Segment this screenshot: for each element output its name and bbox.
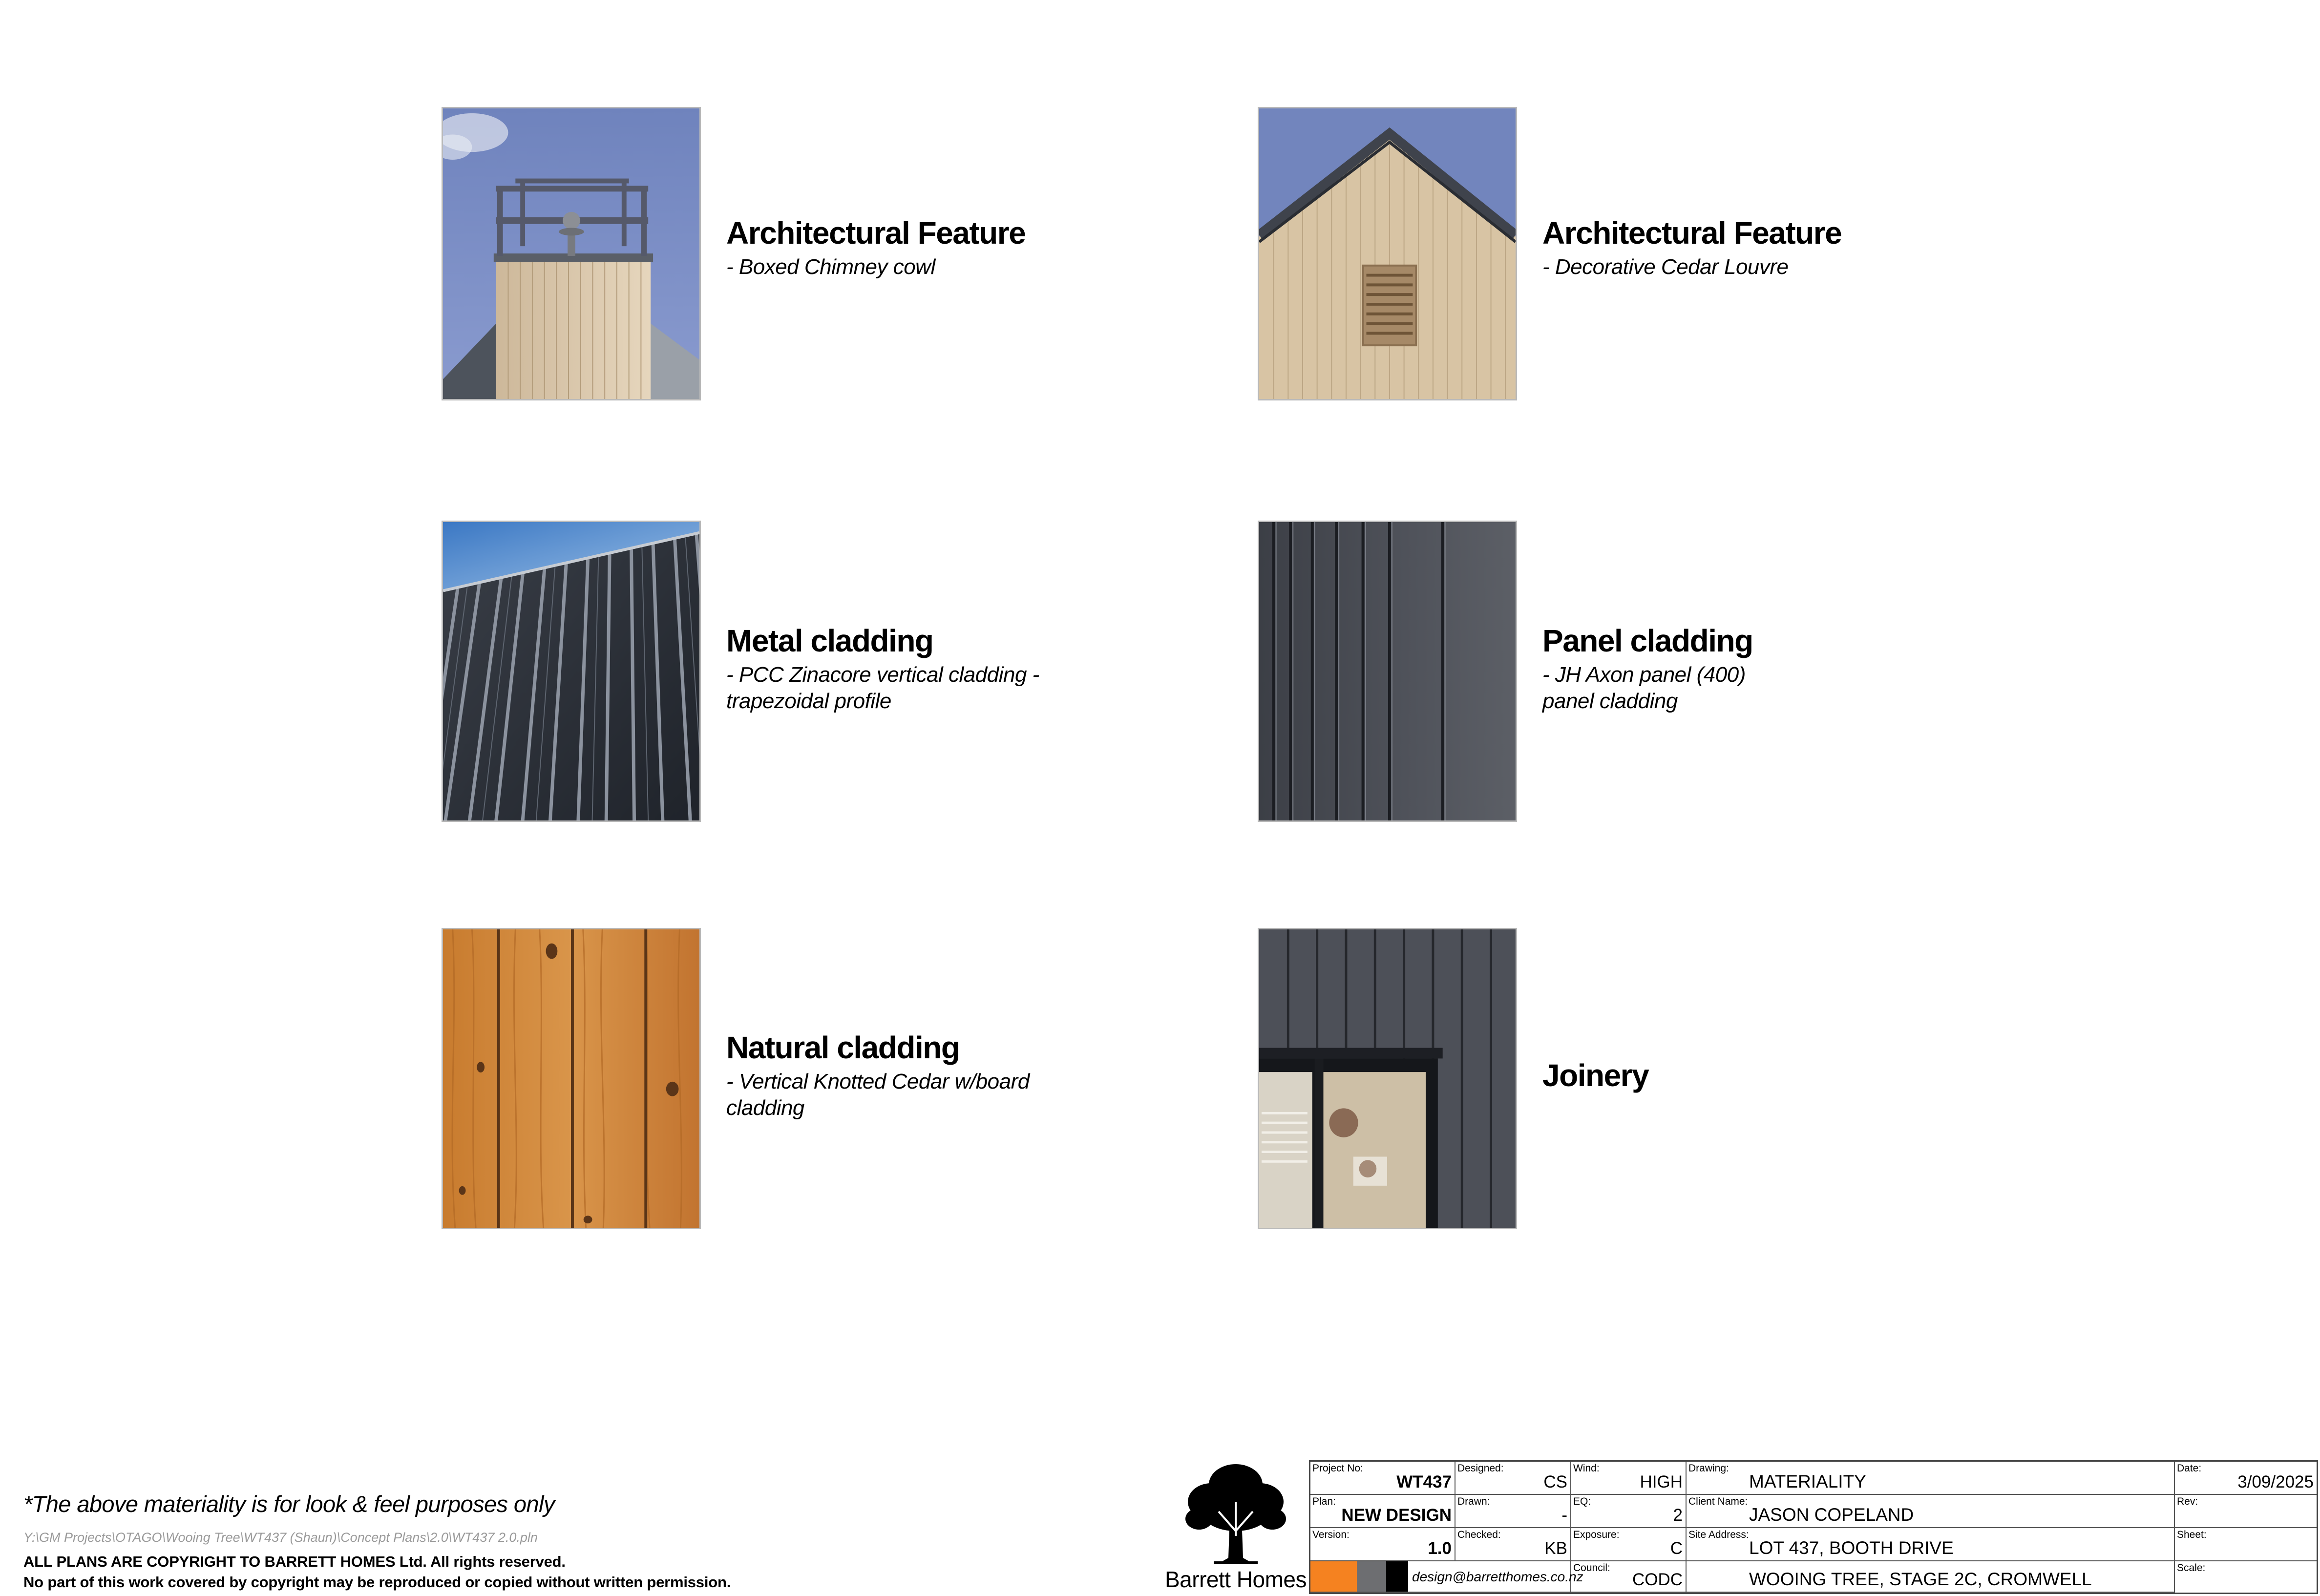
field-label: EQ:: [1573, 1496, 1591, 1507]
eq-cell: [1571, 1495, 1687, 1528]
tree-icon: [1184, 1458, 1287, 1565]
date-value: 3/09/2025: [2237, 1472, 2314, 1491]
project-no-value: WT437: [1396, 1472, 1452, 1491]
field-label: Client Name:: [1688, 1496, 1748, 1507]
field-label: Project No:: [1312, 1463, 1363, 1474]
site-address-cell-2: [1687, 1561, 2175, 1593]
field-label: Council:: [1573, 1562, 1610, 1574]
client-value: JASON COPELAND: [1749, 1505, 1914, 1525]
site-address-value-2: WOOING TREE, STAGE 2C, CROMWELL: [1749, 1569, 2092, 1589]
exposure-value: C: [1670, 1539, 1683, 1558]
material-description: - Vertical Knotted Cedar w/board cladding: [726, 1070, 1030, 1120]
eq-value: 2: [1673, 1506, 1683, 1525]
copyright-notice: ALL PLANS ARE COPYRIGHT TO BARRETT HOMES Ltd. All rights reserved.: [23, 1553, 566, 1570]
field-label: Version:: [1312, 1529, 1350, 1540]
panel-cladding-photo: [1258, 521, 1517, 822]
field-label: Drawn:: [1457, 1496, 1490, 1507]
project-no-cell: [1310, 1462, 1455, 1495]
plan-cell: [1310, 1495, 1455, 1528]
drawn-value: -: [1561, 1506, 1567, 1525]
material-description: - PCC Zinacore vertical cladding - trapezoidal profile: [726, 663, 1039, 713]
plan-value: NEW DESIGN: [1341, 1506, 1452, 1525]
contact-email: design@barretthomes.co.nz: [1412, 1569, 1583, 1584]
council-cell: [1571, 1561, 1687, 1593]
material-title: Natural cladding: [726, 1030, 960, 1065]
wind-value: HIGH: [1640, 1472, 1683, 1491]
field-label: Site Address:: [1688, 1529, 1749, 1540]
field-label: Sheet:: [2177, 1529, 2207, 1540]
field-label: Checked:: [1457, 1529, 1501, 1540]
scale-cell: [2175, 1561, 2317, 1593]
checked-cell: [1455, 1528, 1571, 1561]
brand-bar-cell: [1310, 1561, 1583, 1593]
chimney-cowl-photo: [442, 107, 701, 400]
checked-value: KB: [1544, 1539, 1567, 1558]
wind-cell: [1571, 1462, 1687, 1495]
designed-cell: [1455, 1462, 1571, 1495]
material-title: Joinery: [1542, 1058, 1649, 1093]
brand-color-swatch: [1386, 1561, 1408, 1592]
version-value: 1.0: [1428, 1539, 1452, 1558]
sheet-cell: [2175, 1528, 2317, 1561]
date-cell: [2175, 1462, 2317, 1495]
materiality-disclaimer: *The above materiality is for look & feel purposes only: [23, 1491, 555, 1517]
copyright-notice-2: No part of this work covered by copyright may be reproduced or copied without written permission.: [23, 1574, 731, 1591]
drawing-cell: [1687, 1462, 2175, 1495]
cedar-louvre-photo: [1258, 107, 1517, 400]
client-cell: [1687, 1495, 2175, 1528]
designed-value: CS: [1543, 1472, 1567, 1491]
exposure-cell: [1571, 1528, 1687, 1561]
field-label: Scale:: [2177, 1562, 2206, 1574]
field-label: Exposure:: [1573, 1529, 1620, 1540]
field-label: Rev:: [2177, 1496, 2198, 1507]
title-block: [1309, 1460, 2318, 1594]
cedar-cladding-photo: [442, 928, 701, 1229]
field-label: Designed:: [1457, 1463, 1504, 1474]
brand-color-swatch: [1310, 1561, 1357, 1592]
material-description: - Decorative Cedar Louvre: [1542, 255, 1789, 279]
material-title: Architectural Feature: [726, 215, 1026, 251]
version-cell: [1310, 1528, 1455, 1561]
rev-cell: [2175, 1495, 2317, 1528]
material-title: Metal cladding: [726, 623, 933, 658]
field-label: Plan:: [1312, 1496, 1336, 1507]
drawn-cell: [1455, 1495, 1571, 1528]
site-address-value: LOT 437, BOOTH DRIVE: [1749, 1538, 1954, 1558]
material-title: Architectural Feature: [1542, 215, 1842, 251]
material-description: - Boxed Chimney cowl: [726, 255, 935, 279]
barrett-homes-logo: [1162, 1458, 1309, 1595]
metal-cladding-photo: [442, 521, 701, 822]
drawing-value: MATERIALITY: [1749, 1471, 1866, 1491]
file-path: Y:\GM Projects\OTAGO\Wooing Tree\WT437 (Shaun)\Concept Plans\2.0\WT437 2.0.pln: [23, 1530, 538, 1545]
site-address-cell: [1687, 1528, 2175, 1561]
material-title: Panel cladding: [1542, 623, 1753, 658]
brand-color-swatch: [1357, 1561, 1386, 1592]
council-value: CODC: [1632, 1570, 1683, 1589]
field-label: Drawing:: [1688, 1463, 1729, 1474]
field-label: Wind:: [1573, 1463, 1600, 1474]
joinery-photo: [1258, 928, 1517, 1229]
material-description: - JH Axon panel (400) panel cladding: [1542, 663, 1746, 713]
brand-name: Barrett Homes: [1164, 1567, 1307, 1592]
field-label: Date:: [2177, 1463, 2202, 1474]
